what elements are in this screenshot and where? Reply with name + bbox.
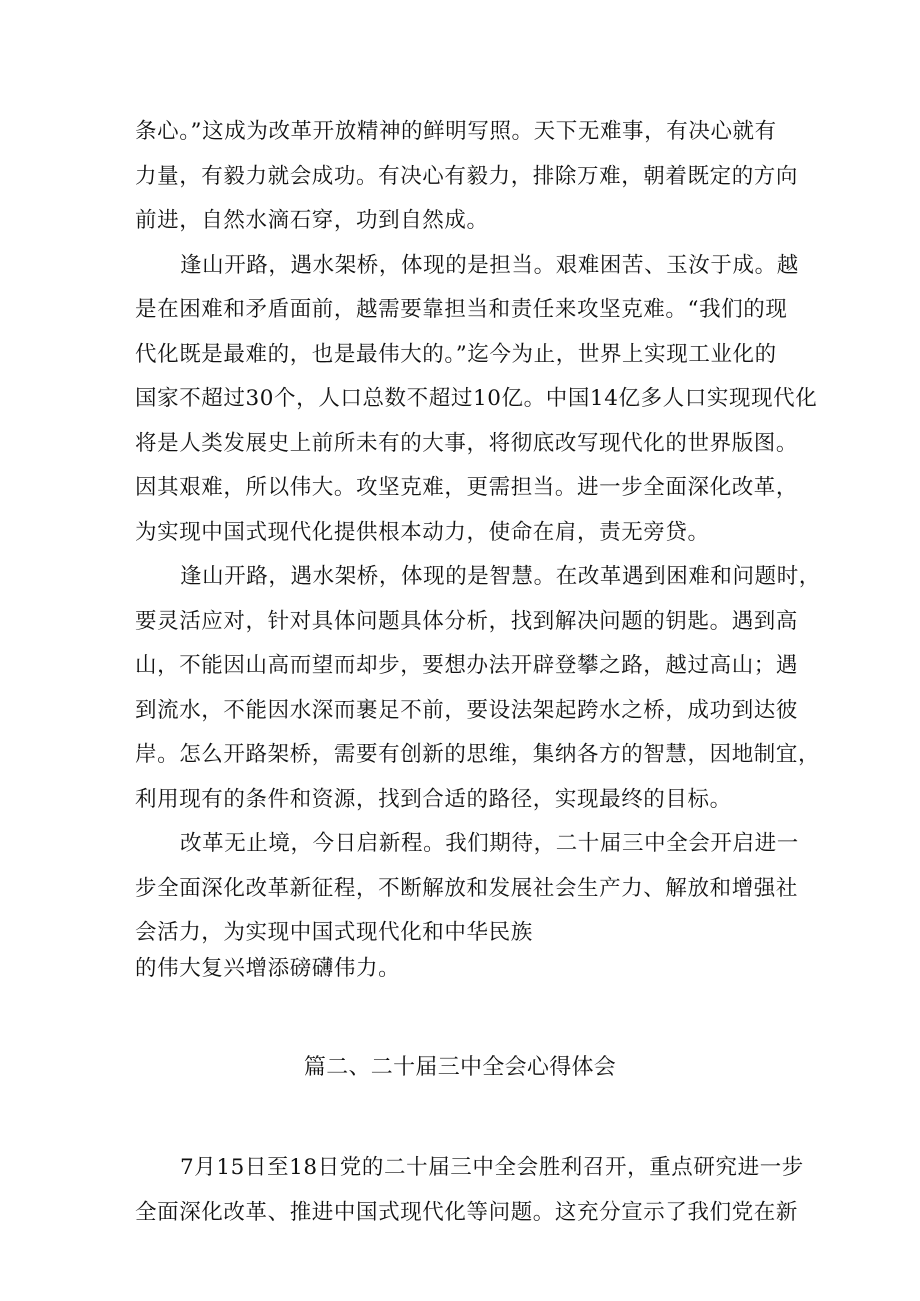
paragraph-3-line-1: 逢山开路，遇水架桥，体现的是智慧。在改革遇到困难和问题时， bbox=[180, 564, 821, 589]
paragraph-3-line-6: 利用现有的条件和资源，找到合适的路径，实现最终的目标。 bbox=[135, 787, 732, 812]
paragraph-1-line-1: 条心。”这成为改革开放精神的鲜明写照。天下无难事，有决心就有 bbox=[135, 119, 777, 144]
paragraph-2-line-7: 为实现中国式现代化提供根本动力，使命在肩，责无旁贷。 bbox=[135, 520, 710, 545]
paragraph-2-line-4: 国家不超过30个，人口总数不超过10亿。中国14亿多人口实现现代化 bbox=[135, 386, 818, 411]
paragraph-2-line-2: 是在困难和矛盾面前，越需要靠担当和责任来攻坚克难。“我们的现 bbox=[135, 297, 788, 322]
paragraph-4-line-2: 步全面深化改革新征程，不断解放和发展社会生产力、解放和增强社 bbox=[135, 876, 799, 901]
section-paragraph-1-line-2: 全面深化改革、推进中国式现代化等问题。这充分宣示了我们党在新 bbox=[135, 1200, 799, 1225]
paragraph-4-line-1: 改革无止境，今日启新程。我们期待，二十届三中全会开启进一 bbox=[180, 831, 799, 856]
paragraph-2-line-5: 将是人类发展史上前所未有的大事，将彻底改写现代化的世界版图。 bbox=[135, 431, 799, 456]
paragraph-1-line-3: 前进，自然水滴石穿，功到自然成。 bbox=[135, 208, 489, 233]
paragraph-3-line-3: 山，不能因山高而望而却步，要想办法开辟登攀之路，越过高山；遇 bbox=[135, 653, 799, 678]
paragraph-2-line-1: 逢山开路，遇水架桥，体现的是担当。艰难困苦、玉汝于成。越 bbox=[180, 253, 799, 278]
paragraph-3-line-5: 岸。怎么开路架桥，需要有创新的思维，集纳各方的智慧，因地制宜， bbox=[135, 742, 821, 767]
paragraph-1-line-2: 力量，有毅力就会成功。有决心有毅力，排除万难，朝着既定的方向 bbox=[135, 164, 799, 189]
section-heading: 篇二、二十届三中全会心得体会 bbox=[303, 1055, 617, 1080]
paragraph-4-line-3: 会活力，为实现中国式现代化和中华民族 bbox=[135, 920, 533, 945]
paragraph-3-line-4: 到流水，不能因水深而裹足不前，要设法架起跨水之桥，成功到达彼 bbox=[135, 698, 799, 723]
paragraph-4-line-4: 的伟大复兴增添磅礴伟力。 bbox=[135, 956, 401, 981]
paragraph-2-line-3: 代化既是最难的，也是最伟大的。”迄今为止，世界上实现工业化的 bbox=[135, 342, 777, 367]
section-paragraph-1-line-1: 7月15日至18日党的二十届三中全会胜利召开，重点研究进一步 bbox=[180, 1155, 804, 1180]
paragraph-2-line-6: 因其艰难，所以伟大。攻坚克难，更需担当。进一步全面深化改革， bbox=[135, 475, 799, 500]
paragraph-3-line-2: 要灵活应对，针对具体问题具体分析，找到解决问题的钥匙。遇到高 bbox=[135, 609, 799, 634]
